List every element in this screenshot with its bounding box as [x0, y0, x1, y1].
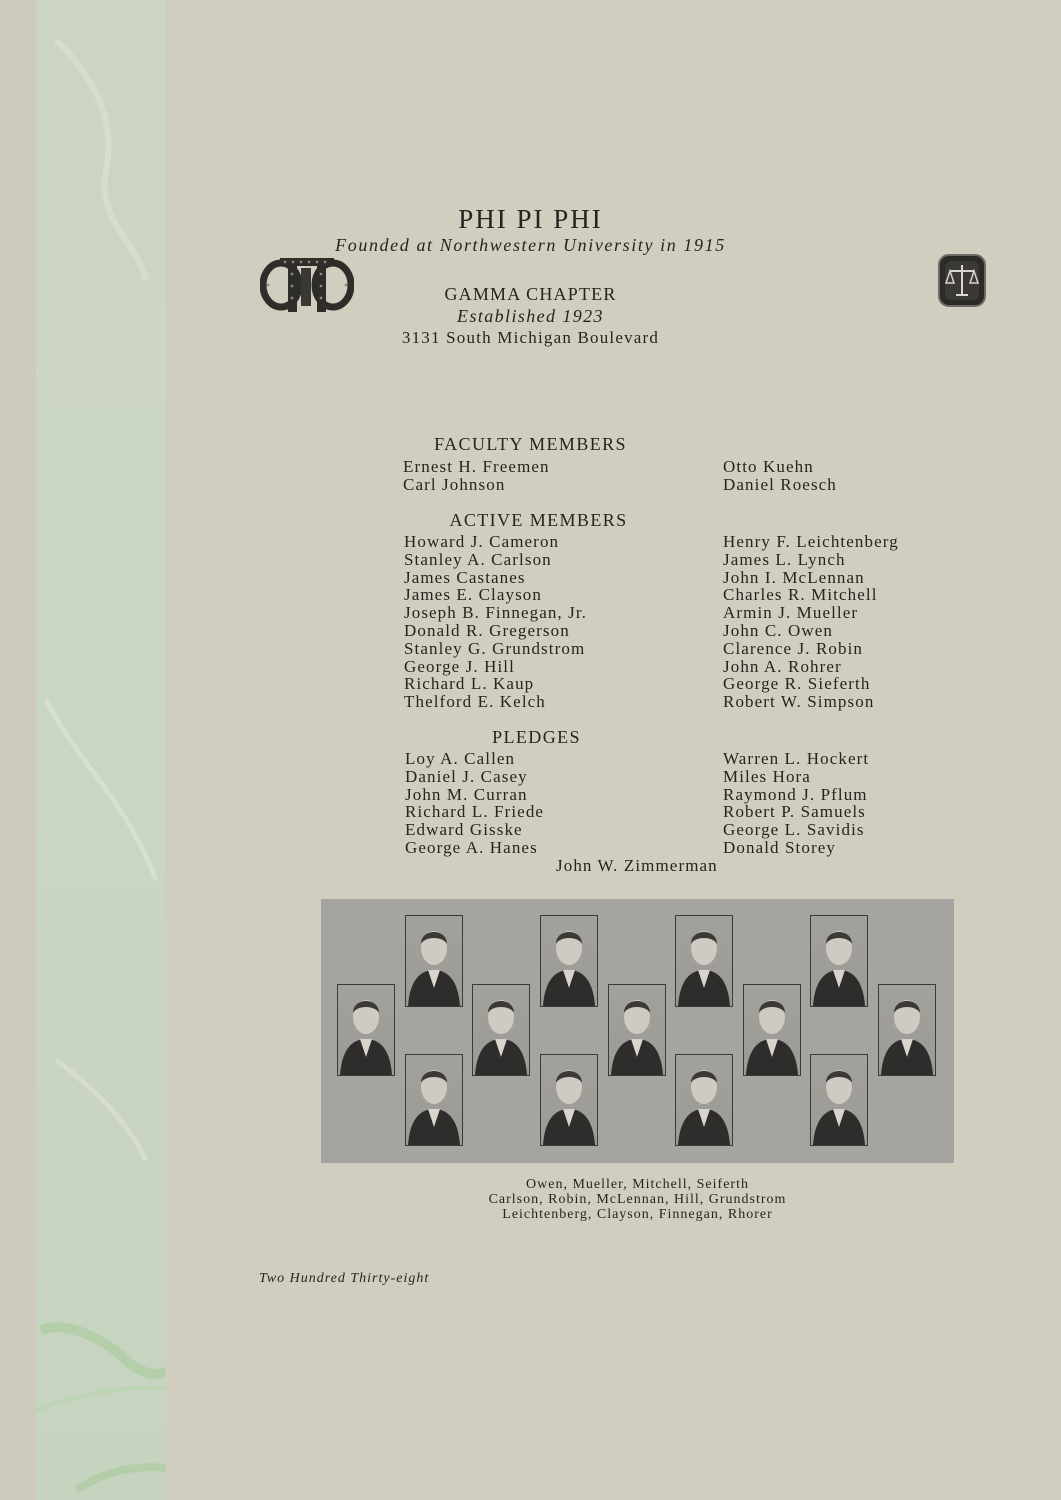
portrait-silhouette — [676, 1055, 732, 1145]
portrait-silhouette — [609, 985, 665, 1075]
portrait-silhouette — [406, 1055, 462, 1145]
active-member: George R. Sieferth — [723, 674, 871, 694]
member-photo-montage — [321, 899, 954, 1163]
member-portrait — [878, 984, 936, 1076]
photo-caption-line: Leichtenberg, Clayson, Finnegan, Rhorer — [502, 1207, 773, 1222]
active-member: James Castanes — [404, 567, 526, 587]
pledges-heading: PLEDGES — [492, 727, 581, 747]
member-portrait — [743, 984, 801, 1076]
active-member: Armin J. Mueller — [723, 603, 859, 623]
pledge: Miles Hora — [723, 766, 811, 786]
active-right-list — [723, 533, 899, 711]
active-member: John A. Rohrer — [723, 656, 842, 676]
portrait-silhouette — [541, 1055, 597, 1145]
member-portrait — [675, 1054, 733, 1146]
faculty-left-list — [403, 458, 550, 494]
member-portrait — [810, 1054, 868, 1146]
active-member: James L. Lynch — [723, 549, 846, 569]
active-member: Stanley G. Grundstrom — [404, 638, 586, 658]
member-portrait — [472, 984, 530, 1076]
pledge: Daniel J. Casey — [405, 766, 528, 786]
member-portrait — [675, 915, 733, 1007]
portrait-silhouette — [338, 985, 394, 1075]
pledge: George A. Hanes — [405, 837, 538, 857]
photo-caption-line: Owen, Mueller, Mitchell, Seiferth — [526, 1177, 749, 1192]
faculty-member: Carl Johnson — [403, 474, 506, 494]
active-member: Clarence J. Robin — [723, 638, 864, 658]
faculty-member: Daniel Roesch — [723, 474, 837, 494]
active-member: John C. Owen — [723, 620, 834, 640]
member-portrait — [337, 984, 395, 1076]
active-member: Henry F. Leichtenberg — [723, 532, 899, 551]
member-portrait — [810, 915, 868, 1007]
portrait-silhouette — [811, 916, 867, 1006]
active-member: George J. Hill — [404, 656, 515, 676]
active-member: Donald R. Gregerson — [404, 620, 570, 640]
pledge: Warren L. Hockert — [723, 749, 870, 768]
pledge: Richard L. Friede — [405, 802, 545, 822]
portrait-silhouette — [473, 985, 529, 1075]
pledges-left-list — [405, 750, 544, 857]
member-portrait — [405, 1054, 463, 1146]
chapter-address: 3131 South Michigan Boulevard — [401, 328, 660, 347]
portrait-silhouette — [541, 916, 597, 1006]
active-member: Charles R. Mitchell — [723, 585, 878, 605]
member-portrait — [540, 1054, 598, 1146]
active-member: Robert W. Simpson — [723, 692, 875, 712]
faculty-member: Ernest H. Freemen — [403, 457, 550, 476]
member-portrait — [540, 915, 598, 1007]
pledge: John M. Curran — [405, 784, 528, 804]
pledge: Raymond J. Pflum — [723, 784, 868, 804]
pledge-centered: John W. Zimmerman — [556, 856, 718, 875]
page-title: PHI PI PHI — [458, 204, 603, 234]
chapter-name: GAMMA CHAPTER — [444, 284, 617, 304]
pledges-right-list — [723, 750, 869, 857]
portrait-silhouette — [879, 985, 935, 1075]
active-member: Howard J. Cameron — [404, 532, 560, 551]
portrait-silhouette — [406, 916, 462, 1006]
active-member: Joseph B. Finnegan, Jr. — [404, 603, 588, 623]
pledge: George L. Savidis — [723, 820, 865, 840]
active-member: John I. McLennan — [723, 567, 865, 587]
active-member: Thelford E. Kelch — [404, 692, 546, 712]
pledge: Loy A. Callen — [405, 749, 516, 768]
active-member: James E. Clayson — [404, 585, 543, 605]
portrait-silhouette — [811, 1055, 867, 1145]
faculty-heading: FACULTY MEMBERS — [434, 434, 627, 454]
pledge: Edward Gisske — [405, 820, 523, 840]
active-member: Stanley A. Carlson — [404, 549, 552, 569]
established-line: Established 1923 — [457, 306, 604, 326]
member-portrait — [405, 915, 463, 1007]
faculty-member: Otto Kuehn — [723, 457, 814, 476]
active-left-list — [404, 533, 587, 711]
pledge: Robert P. Samuels — [723, 802, 866, 822]
pledge: Donald Storey — [723, 837, 836, 857]
active-member: Richard L. Kaup — [404, 674, 535, 694]
member-portrait — [608, 984, 666, 1076]
founded-line: Founded at Northwestern University in 1915 — [335, 235, 726, 255]
portrait-silhouette — [744, 985, 800, 1075]
page-number: Two Hundred Thirty-eight — [259, 1271, 430, 1286]
photo-caption-line: Carlson, Robin, McLennan, Hill, Grundstrom — [488, 1192, 787, 1207]
portrait-silhouette — [676, 916, 732, 1006]
active-heading: ACTIVE MEMBERS — [449, 510, 628, 530]
faculty-right-list — [723, 458, 837, 494]
